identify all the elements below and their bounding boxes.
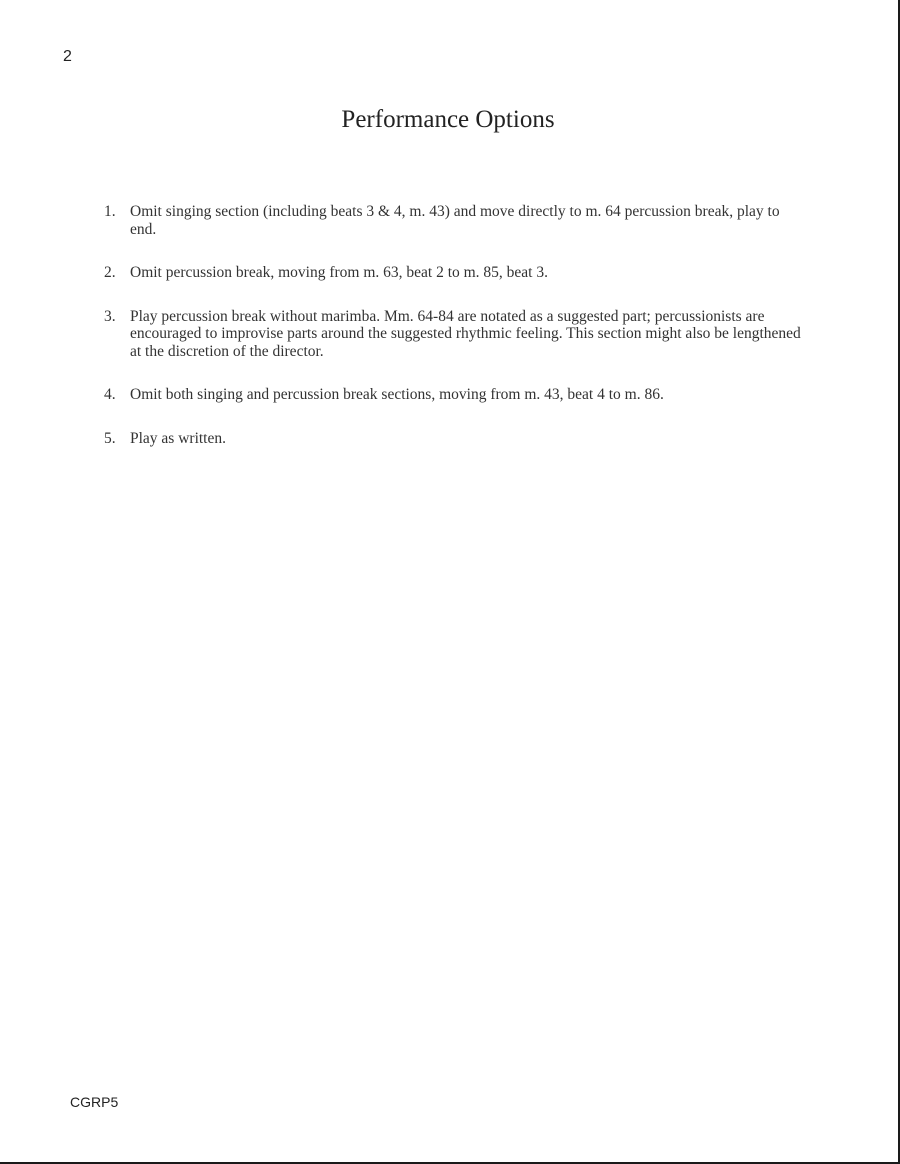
option-number: 1. — [104, 203, 116, 220]
option-number: 2. — [104, 264, 116, 281]
option-number: 4. — [104, 386, 116, 403]
publication-code: CGRP5 — [70, 1094, 119, 1110]
option-item-3 — [104, 308, 809, 361]
option-text: Omit both singing and percussion break sections, moving from m. 43, beat 4 to m. 86. — [130, 386, 664, 403]
option-number: 3. — [104, 307, 116, 325]
option-text: Omit singing section (including beats 3 & 4, m. 43) and move directly to m. 64 percussion break, play to end. — [130, 203, 780, 238]
option-text: Play percussion break without marimba. Mm. 64-84 are notated as a suggested part; percussionists are encouraged to improvise parts around the suggested rhythmic feeling. This section might also be lengthened at the discretion of the director. — [130, 307, 801, 360]
option-item-5 — [104, 430, 809, 448]
option-number: 5. — [104, 429, 116, 447]
option-item-2 — [104, 264, 809, 282]
page-number: 2 — [63, 48, 72, 65]
page-title: Performance Options — [341, 106, 555, 133]
option-text: Omit percussion break, moving from m. 63, beat 2 to m. 85, beat 3. — [130, 264, 548, 281]
option-item-1 — [104, 203, 809, 238]
option-text: Play as written. — [130, 429, 226, 447]
performance-options-list — [104, 203, 809, 473]
option-item-4 — [104, 386, 809, 404]
